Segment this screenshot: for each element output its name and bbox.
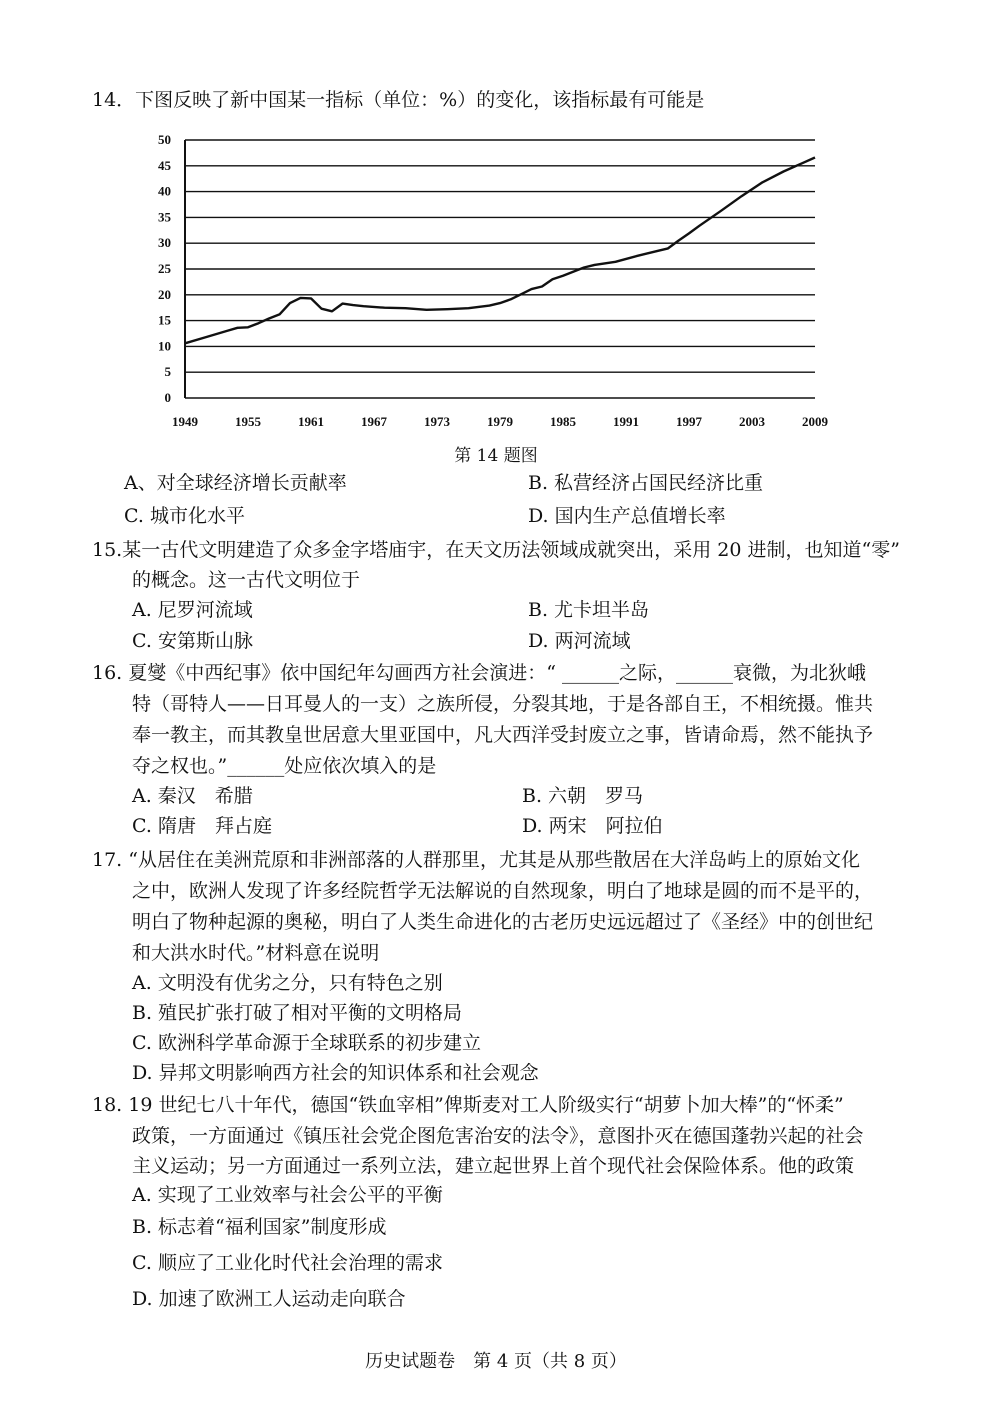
y-tick-label: 50 xyxy=(158,132,171,147)
y-tick-label: 40 xyxy=(158,183,171,199)
q18-option-c: C. 顺应了工业化时代社会治理的需求 xyxy=(132,1252,443,1274)
x-tick-label: 1961 xyxy=(298,414,324,429)
x-tick-label: 1973 xyxy=(424,414,450,429)
q18-stem-line2: 政策，一方面通过《镇压社会党企图危害治安的法令》，意图扑灭在德国蓬勃兴起的社会 xyxy=(132,1125,864,1147)
x-tick-label: 1955 xyxy=(235,414,261,429)
q16-option-b: B. 六朝 罗马 xyxy=(522,785,644,807)
y-tick-label: 15 xyxy=(158,312,171,328)
q17-stem-line1: 17. “从居住在美洲荒原和非洲部落的人群那里，尤其是从那些散居在大洋岛屿上的原始文化 xyxy=(92,849,860,871)
x-tick-label: 1985 xyxy=(550,414,576,429)
y-tick-label: 35 xyxy=(158,209,171,225)
q17-option-b: B. 殖民扩张打破了相对平衡的文明格局 xyxy=(132,1002,463,1024)
page-footer: 历史试题卷 第 4 页（共 8 页） xyxy=(365,1351,627,1372)
y-tick-label: 10 xyxy=(158,338,171,354)
series-line xyxy=(185,158,815,344)
q14-option-a: A、对全球经济增长贡献率 xyxy=(124,472,347,494)
q14-stem: 14．下图反映了新中国某一指标（单位：%）的变化，该指标最有可能是 xyxy=(92,89,705,111)
x-tick-label: 1997 xyxy=(676,414,702,429)
x-tick-label: 1991 xyxy=(613,414,639,429)
q17-stem-line3: 明白了物种起源的奥秘，明白了人类生命进化的古老历史远远超过了《圣经》中的创世纪 xyxy=(132,911,874,933)
q15-option-d: D. 两河流域 xyxy=(528,630,631,652)
q14-option-d: D. 国内生产总值增长率 xyxy=(528,505,726,527)
y-tick-label: 5 xyxy=(164,364,171,380)
q16-option-c: C. 隋唐 拜占庭 xyxy=(132,815,272,837)
q15-option-a: A. 尼罗河流域 xyxy=(132,599,253,621)
y-tick-label: 20 xyxy=(158,286,171,302)
q15-option-b: B. 尤卡坦半岛 xyxy=(528,599,650,621)
x-tick-label: 1979 xyxy=(487,414,513,429)
q18-option-a: A. 实现了工业效率与社会公平的平衡 xyxy=(132,1184,443,1206)
q18-option-d: D. 加速了欧洲工人运动走向联合 xyxy=(132,1288,406,1310)
line-chart xyxy=(140,128,860,438)
y-tick-label: 25 xyxy=(158,261,171,276)
q17-option-d: D. 异邦文明影响西方社会的知识体系和社会观念 xyxy=(132,1062,539,1084)
q14-option-c: C. 城市化水平 xyxy=(124,505,245,527)
y-tick-label: 45 xyxy=(158,157,171,173)
q18-option-b: B. 标志着“福利国家”制度形成 xyxy=(132,1216,387,1238)
y-tick-label: 30 xyxy=(158,235,171,251)
chart-svg xyxy=(140,128,860,438)
q18-stem-line1: 18. 19 世纪七八十年代，德国“铁血宰相”俾斯麦对工人阶级实行“胡萝卜加大棒”的“怀柔” xyxy=(92,1094,844,1116)
q15-stem-line1: 15.某一古代文明建造了众多金字塔庙宇，在天文历法领域成就突出，采用 20 进制，也知道“零” xyxy=(92,539,900,561)
x-tick-label: 2003 xyxy=(739,414,765,429)
q16-stem-line1: 16. 夏燮《中西纪事》依中国纪年勾画西方社会演进：“ ______之际，______衰微，为北狄峨 xyxy=(92,662,867,684)
x-tick-label: 1949 xyxy=(172,414,198,429)
q17-option-a: A. 文明没有优劣之分，只有特色之别 xyxy=(132,972,443,994)
q17-stem-line2: 之中，欧洲人发现了许多经院哲学无法解说的自然现象，明白了地球是圆的而不是平的， xyxy=(132,880,874,902)
q17-stem-line4: 和大洪水时代。”材料意在说明 xyxy=(132,942,380,964)
q16-stem-line2: 特（哥特人——日耳曼人的一支）之族所侵，分裂其地，于是各部自王，不相统摄。惟共 xyxy=(132,693,874,715)
q16-stem-line3: 奉一教主，而其教皇世居意大里亚国中，凡大西洋受封废立之事，皆请命焉，然不能执予 xyxy=(132,724,874,746)
y-tick-label: 0 xyxy=(164,390,171,405)
q15-option-c: C. 安第斯山脉 xyxy=(132,630,253,652)
q16-option-a: A. 秦汉 希腊 xyxy=(132,785,253,807)
figure-caption: 第 14 题图 xyxy=(454,446,538,466)
q16-option-d: D. 两宋 阿拉伯 xyxy=(522,815,663,837)
x-tick-label: 2009 xyxy=(802,414,828,429)
q14-option-b: B. 私营经济占国民经济比重 xyxy=(528,472,764,494)
x-tick-label: 1967 xyxy=(361,414,387,429)
q18-stem-line3: 主义运动；另一方面通过一系列立法，建立起世界上首个现代社会保险体系。他的政策 xyxy=(132,1155,855,1177)
q17-option-c: C. 欧洲科学革命源于全球联系的初步建立 xyxy=(132,1032,481,1054)
q15-stem-line2: 的概念。这一古代文明位于 xyxy=(132,569,361,591)
q16-stem-line4: 夺之权也。”______处应依次填入的是 xyxy=(132,755,437,777)
